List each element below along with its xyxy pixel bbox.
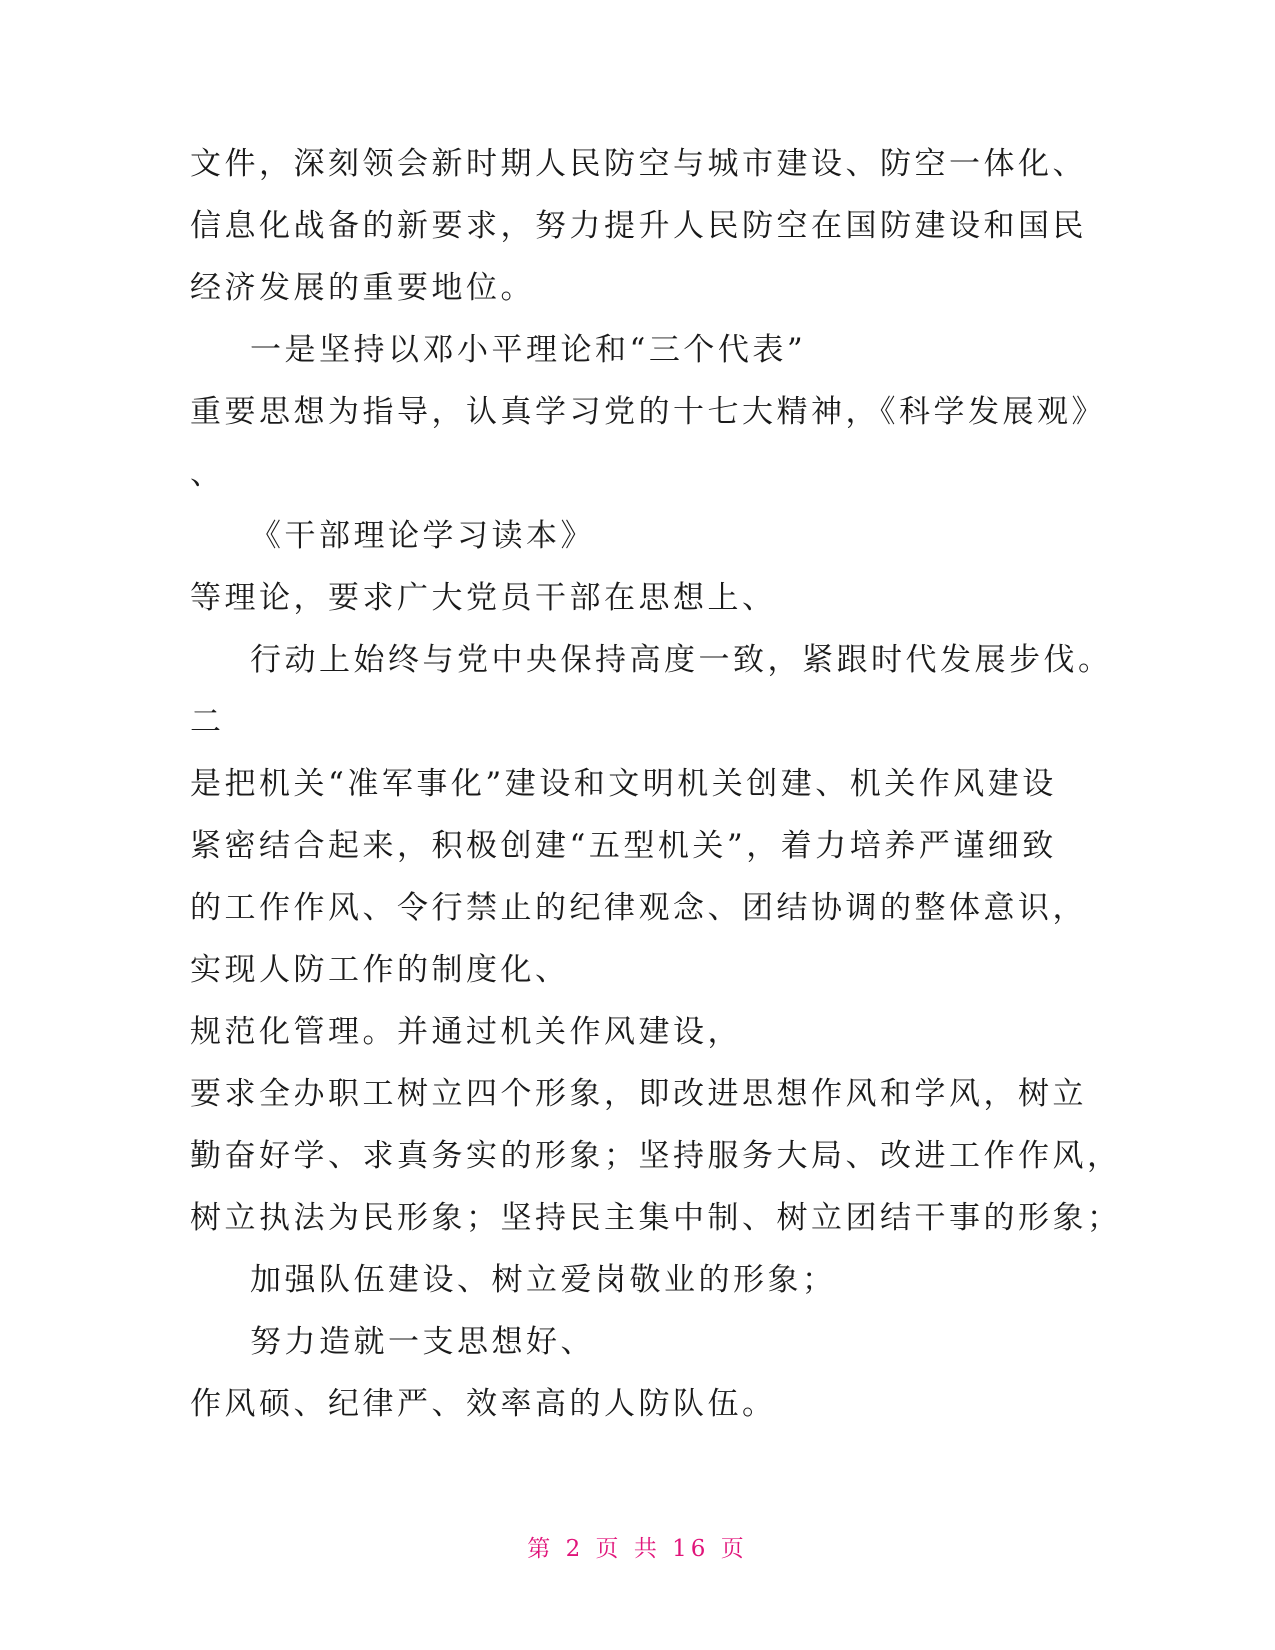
footer-mid: 页 共 bbox=[595, 1536, 661, 1562]
text-line: 一是坚持以邓小平理论和“三个代表” bbox=[250, 332, 807, 368]
text-line: 加强队伍建设、树立爱岗敬业的形象； bbox=[250, 1262, 837, 1298]
text-line: 二 bbox=[190, 704, 225, 740]
page-footer bbox=[0, 1530, 1275, 1563]
text-line: 规范化管理。并通过机关作风建设， bbox=[190, 1014, 742, 1050]
text-line: 努力造就一支思想好、 bbox=[250, 1324, 595, 1360]
text-line: 《干部理论学习读本》 bbox=[250, 518, 595, 554]
text-line: 树立执法为民形象；坚持民主集中制、树立团结干事的形象； bbox=[190, 1200, 1122, 1236]
text-line: 信息化战备的新要求，努力提升人民防空在国防建设和国民 bbox=[190, 208, 1087, 244]
text-line: 行动上始终与党中央保持高度一致，紧跟时代发展步伐。 bbox=[250, 642, 1113, 678]
text-line: 的工作作风、令行禁止的纪律观念、团结协调的整体意识， bbox=[190, 890, 1087, 926]
text-line: 文件，深刻领会新时期人民防空与城市建设、防空一体化、 bbox=[190, 146, 1087, 182]
text-line: 等理论，要求广大党员干部在思想上、 bbox=[190, 580, 777, 616]
footer-page-number: 2 bbox=[565, 1536, 585, 1562]
text-line: 勤奋好学、求真务实的形象；坚持服务大局、改进工作作风， bbox=[190, 1138, 1122, 1174]
text-line: 重要思想为指导，认真学习党的十七大精神，《科学发展观》 bbox=[190, 394, 1106, 430]
footer-suffix: 页 bbox=[720, 1536, 748, 1562]
text-line: 经济发展的重要地位。 bbox=[190, 270, 535, 306]
footer-total-pages: 16 bbox=[672, 1536, 710, 1562]
text-line: 、 bbox=[190, 456, 225, 492]
text-line: 作风硕、纪律严、效率高的人防队伍。 bbox=[190, 1386, 777, 1422]
text-line: 要求全办职工树立四个形象，即改进思想作风和学风，树立 bbox=[190, 1076, 1087, 1112]
footer-prefix: 第 bbox=[527, 1536, 555, 1562]
text-line: 紧密结合起来，积极创建“五型机关”，着力培养严谨细致 bbox=[190, 828, 1057, 864]
text-line: 实现人防工作的制度化、 bbox=[190, 952, 570, 988]
text-line: 是把机关“准军事化”建设和文明机关创建、机关作风建设 bbox=[190, 766, 1057, 802]
